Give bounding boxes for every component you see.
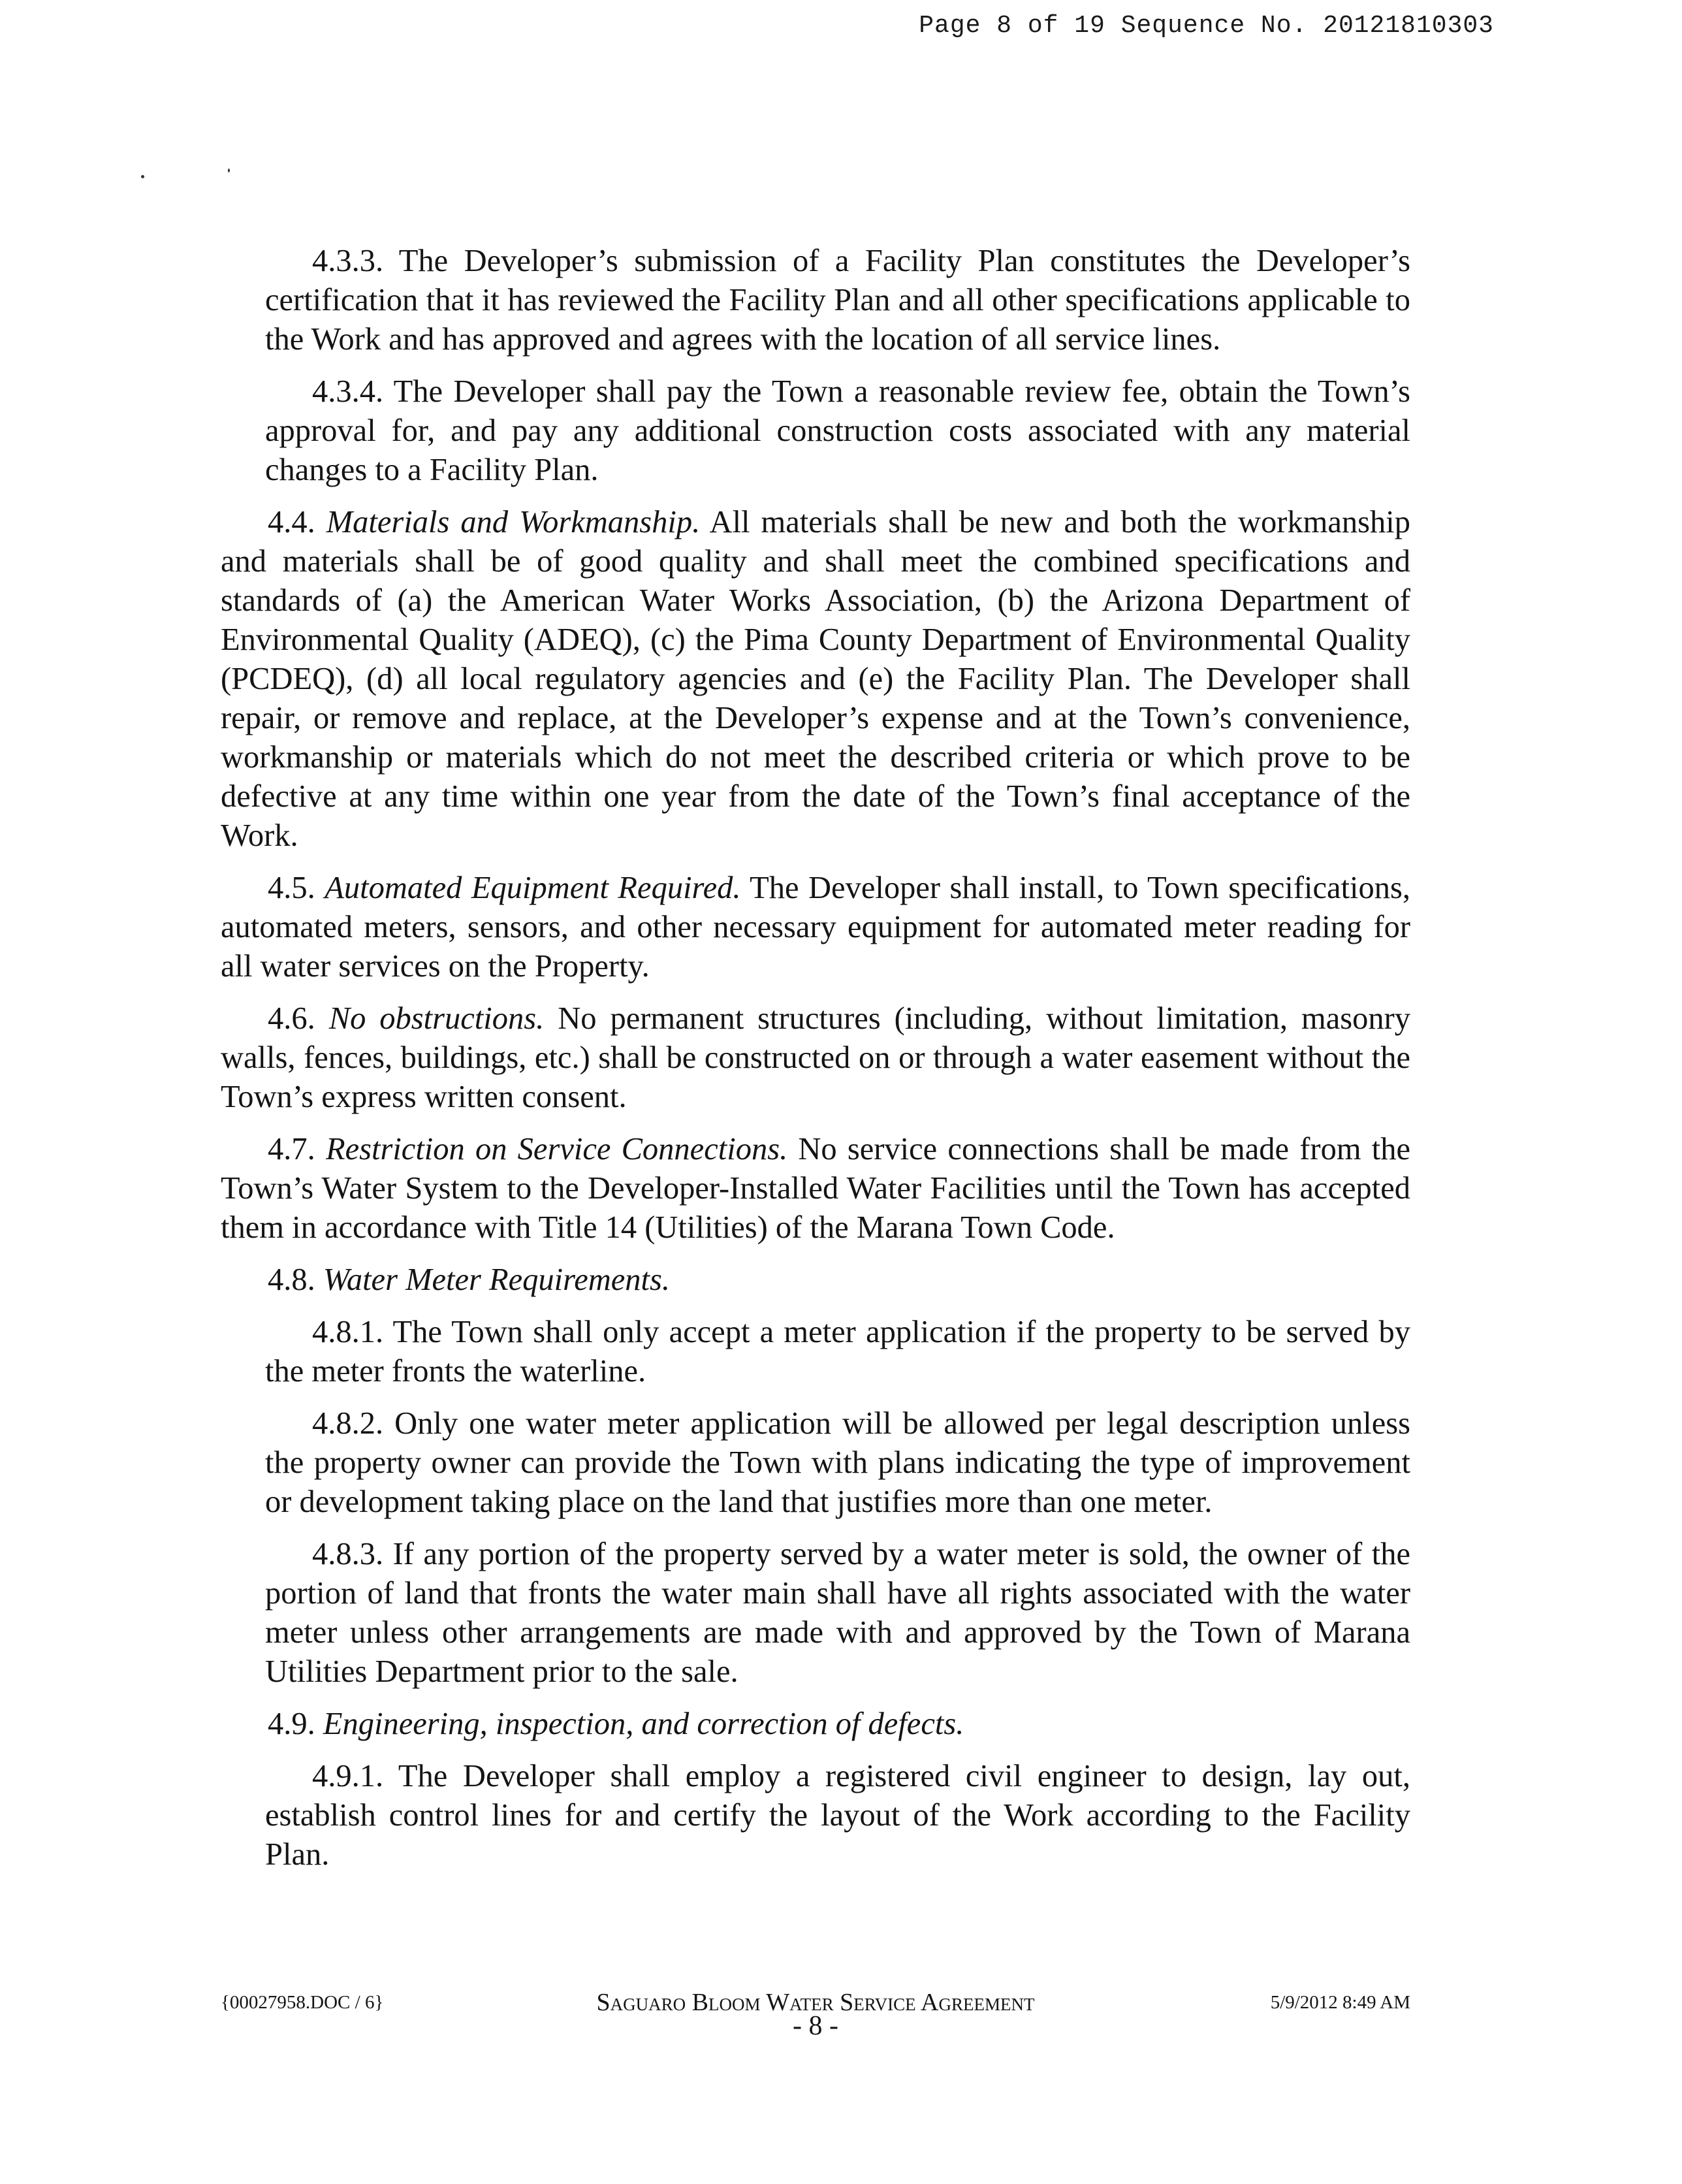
print-timestamp: 5/9/2012 8:49 AM <box>1270 1992 1410 2013</box>
clause-4-3-3 <box>221 242 1410 359</box>
page-number: - 8 - <box>793 2011 838 2041</box>
clause-number: 4.9.1. <box>312 1759 384 1793</box>
clause-4-8 <box>221 1261 1410 1300</box>
clause-number: 4.8. <box>268 1262 315 1297</box>
clause-heading: Automated Equipment Required. <box>325 871 741 905</box>
document-id: {00027958.DOC / 6} <box>221 1992 384 2013</box>
clause-4-5 <box>221 869 1410 986</box>
clause-text: The Developer shall pay the Town a reasonable review fee, obtain the Town’s approval for, and pay any additional construction costs associated with any material changes to a Facility Plan. <box>265 374 1411 487</box>
clause-4-8-3 <box>221 1535 1410 1692</box>
clause-text: The Developer’s submission of a Facility Plan constitutes the Developer’s certification that it has reviewed the Facility Plan and all other specifications applicable to the Work and has approved and agrees with the location of all service lines. <box>265 244 1410 357</box>
clause-number: 4.8.3. <box>312 1537 384 1571</box>
clause-4-8-2 <box>221 1404 1410 1522</box>
clause-number: 4.5. <box>268 871 315 905</box>
scan-speck <box>228 169 230 172</box>
clause-text: No permanent structures (including, without limitation, masonry walls, fences, buildings, etc.) shall be constructed on or through a water easement without the Town’s express written consent. <box>221 1001 1411 1114</box>
clause-4-9-1 <box>221 1757 1410 1874</box>
clause-text: The Developer shall employ a registered civil engineer to design, lay out, establish control lines for and certify the layout of the Work according to the Facility Plan. <box>265 1759 1410 1872</box>
clause-heading: Restriction on Service Connections. <box>325 1132 788 1166</box>
clause-heading: Materials and Workmanship. <box>326 505 701 539</box>
clause-text: No service connections shall be made from the Town’s Water System to the Developer-Installed Water Facilities until the Town has accepted them in accordance with Title 14 (Utilities) of the Marana Town Code. <box>221 1132 1411 1245</box>
clause-text: The Town shall only accept a meter application if the property to be served by the meter fronts the waterline. <box>265 1315 1411 1389</box>
clause-text: Only one water meter application will be allowed per legal description unless the property owner can provide the Town with plans indicating the type of improvement or development taking place on the land that justifies more than one meter. <box>265 1406 1410 1519</box>
clause-number: 4.6. <box>268 1001 315 1036</box>
clause-4-3-4 <box>221 372 1410 490</box>
page-sequence-stamp: Page 8 of 19 Sequence No. 20121810303 <box>919 12 1494 40</box>
clause-number: 4.3.3. <box>312 244 384 278</box>
clause-heading: Water Meter Requirements. <box>323 1262 671 1297</box>
document-title: Saguaro Bloom Water Service Agreement <box>596 1989 1035 2016</box>
clause-4-7 <box>221 1130 1410 1247</box>
clause-number: 4.9. <box>268 1707 315 1741</box>
clause-4-4 <box>221 503 1410 856</box>
clause-number: 4.4. <box>268 505 315 539</box>
clause-4-8-1 <box>221 1313 1410 1391</box>
clause-4-6 <box>221 999 1410 1117</box>
clause-text: If any portion of the property served by a water meter is sold, the owner of the portion of land that fronts the water main shall have all rights associated with the water meter unless other arrangements are made with and approved by the Town of Marana Utilities Department prior to the sale. <box>265 1537 1411 1689</box>
clause-number: 4.3.4. <box>312 374 384 409</box>
clause-text: All materials shall be new and both the workmanship and materials shall be of good quality and shall meet the combined specifications and standards of (a) the American Water Works Association, (b) the Arizona Department of Environmental Quality (ADEQ), (c) the Pima County Department of Environmental Quality (PCDEQ), (d) all local regulatory agencies and (e) the Facility Plan. The Developer shall repair, or remove and replace, at the Developer’s expense and at the Town’s convenience, workmanship or materials which do not meet the described criteria or which prove to be defective at any time within one year from the date of the Town’s final acceptance of the Work. <box>221 505 1410 853</box>
clause-heading: Engineering, inspection, and correction of defects. <box>323 1707 964 1741</box>
clause-heading: No obstructions. <box>328 1001 545 1036</box>
clause-4-9 <box>221 1705 1410 1744</box>
clause-number: 4.8.2. <box>312 1406 384 1441</box>
agreement-body <box>221 242 1410 1887</box>
clause-number: 4.8.1. <box>312 1315 384 1349</box>
scan-speck <box>141 175 144 178</box>
clause-number: 4.7. <box>268 1132 315 1166</box>
clause-text: The Developer shall install, to Town specifications, automated meters, sensors, and other necessary equipment for automated meter reading for all water services on the Property. <box>221 871 1411 984</box>
